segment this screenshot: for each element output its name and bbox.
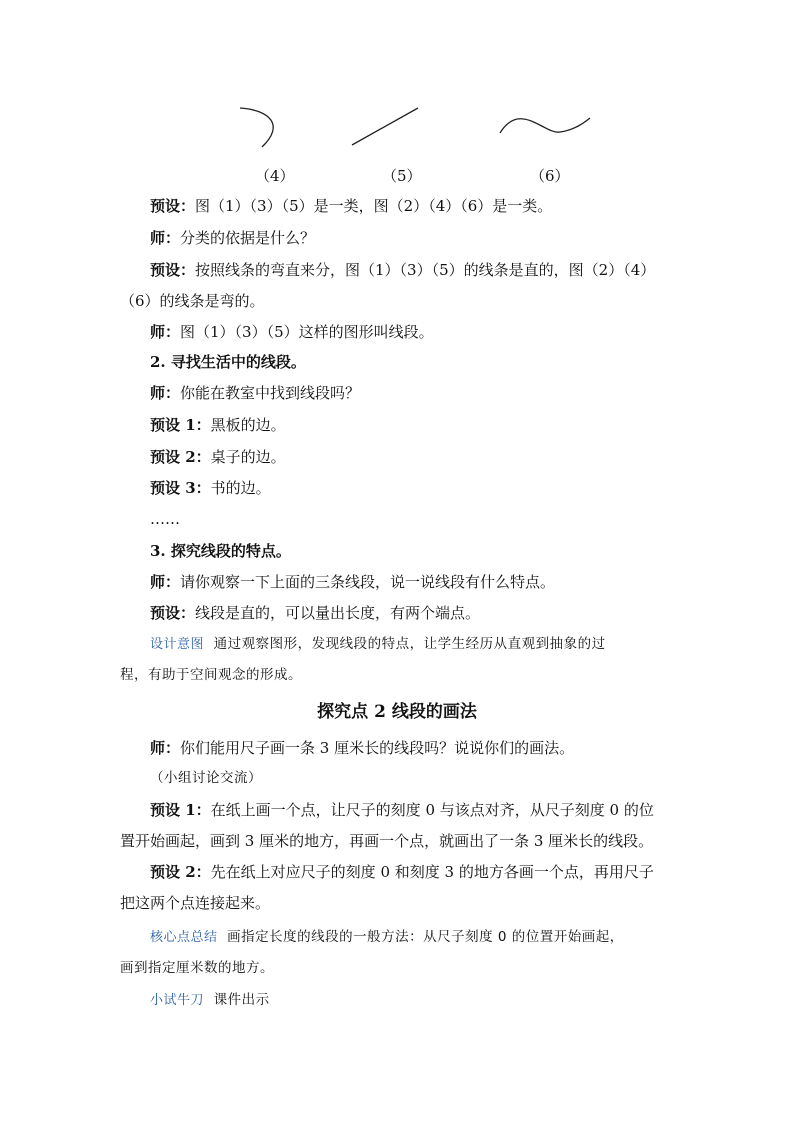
speaker-label: 预设 2： bbox=[150, 448, 211, 466]
practice-note bbox=[150, 989, 710, 1012]
summary-continuation: 画到指定厘米数的地方。 bbox=[120, 960, 274, 976]
design-intent-continuation: 程，有助于空间观念的形成。 bbox=[120, 667, 302, 683]
paragraph bbox=[150, 195, 710, 217]
paragraph-text: 请你观察一下上面的三条线段，说一说线段有什么特点。 bbox=[180, 573, 556, 591]
paragraph-text: 按照线条的弯直来分，图（1）（3）（5）的线条是直的，图（2）（4） bbox=[195, 261, 656, 279]
subheading-2: 2. 寻找生活中的线段。 bbox=[150, 353, 306, 371]
summary-note bbox=[150, 926, 710, 949]
speaker-label: 师： bbox=[150, 384, 181, 402]
paragraph-text: 分类的依据是什么？ bbox=[180, 229, 316, 247]
speaker-label: 预设： bbox=[150, 604, 196, 622]
wavy-line-figure-6 bbox=[500, 118, 590, 133]
speaker-label: 预设 1： bbox=[150, 801, 211, 819]
section-title: 探究点 2 线段的画法 bbox=[317, 702, 477, 722]
paragraph bbox=[150, 227, 710, 249]
paragraph bbox=[150, 799, 710, 821]
figure-label-5: （5） bbox=[382, 167, 422, 185]
paragraph bbox=[150, 477, 710, 499]
paragraph-continuation: 置开始画起，画到 3 厘米的地方，再画一个点，就画出了一条 3 厘米长的线段。 bbox=[120, 832, 654, 850]
figure-label-6: （6） bbox=[530, 167, 570, 185]
paragraph bbox=[150, 602, 710, 624]
group-discussion: （小组讨论交流） bbox=[150, 770, 262, 786]
segment-figure-5 bbox=[352, 108, 418, 145]
summary-tag: 核心点总结 bbox=[150, 930, 218, 945]
paragraph-text: 图（1）（3）（5）这样的图形叫线段。 bbox=[180, 323, 434, 341]
paragraph-text: 你能在教室中找到线段吗？ bbox=[180, 384, 361, 402]
paragraph-text: 先在纸上对应尺子的刻度 0 和刻度 3 的地方各画一个点，再用尺子 bbox=[210, 863, 654, 881]
note-text: 画指定长度的线段的一般方法：从尺子刻度 0 的位置开始画起， bbox=[227, 929, 624, 945]
practice-tag: 小试牛刀 bbox=[150, 993, 205, 1008]
curved-line-figure-4 bbox=[240, 108, 273, 147]
paragraph bbox=[150, 861, 710, 883]
paragraph-text: 线段是直的，可以量出长度，有两个端点。 bbox=[195, 604, 481, 622]
note-text: 课件出示 bbox=[213, 992, 270, 1008]
paragraph bbox=[150, 321, 710, 343]
speaker-label: 师： bbox=[150, 573, 181, 591]
subheading-3: 3. 探究线段的特点。 bbox=[150, 542, 291, 560]
paragraph bbox=[150, 259, 710, 281]
design-intent-note bbox=[150, 633, 710, 656]
speaker-label: 预设： bbox=[150, 197, 196, 215]
paragraph-text: 你们能用尺子画一条 3 厘米长的线段吗？说说你们的画法。 bbox=[180, 739, 575, 757]
speaker-label: 师： bbox=[150, 229, 181, 247]
paragraph-continuation: 把这两个点连接起来。 bbox=[120, 894, 271, 912]
paragraph bbox=[150, 414, 710, 436]
paragraph-text: 图（1）（3）（5）是一类，图（2）（4）（6）是一类。 bbox=[195, 197, 553, 215]
paragraph bbox=[150, 446, 710, 468]
figure-label-4: （4） bbox=[255, 167, 295, 185]
note-text: 通过观察图形，发现线段的特点，让学生经历从直观到抽象的过 bbox=[213, 636, 606, 652]
speaker-label: 师： bbox=[150, 739, 181, 757]
speaker-label: 师： bbox=[150, 323, 181, 341]
speaker-label: 预设 1： bbox=[150, 416, 211, 434]
design-intent-tag: 设计意图 bbox=[150, 637, 205, 652]
paragraph bbox=[150, 382, 710, 404]
paragraph-text: 桌子的边。 bbox=[210, 448, 286, 466]
speaker-label: 预设： bbox=[150, 261, 196, 279]
paragraph bbox=[150, 737, 710, 759]
paragraph-continuation: （6）的线条是弯的。 bbox=[120, 292, 265, 310]
line-figures bbox=[0, 95, 794, 155]
paragraph-text: 在纸上画一个点，让尺子的刻度 0 与该点对齐，从尺子刻度 0 的位 bbox=[210, 801, 654, 819]
ellipsis: …… bbox=[150, 510, 180, 528]
paragraph bbox=[150, 571, 710, 593]
paragraph-text: 黑板的边。 bbox=[210, 416, 286, 434]
speaker-label: 预设 2： bbox=[150, 863, 211, 881]
speaker-label: 预设 3： bbox=[150, 479, 211, 497]
paragraph-text: 书的边。 bbox=[210, 479, 271, 497]
